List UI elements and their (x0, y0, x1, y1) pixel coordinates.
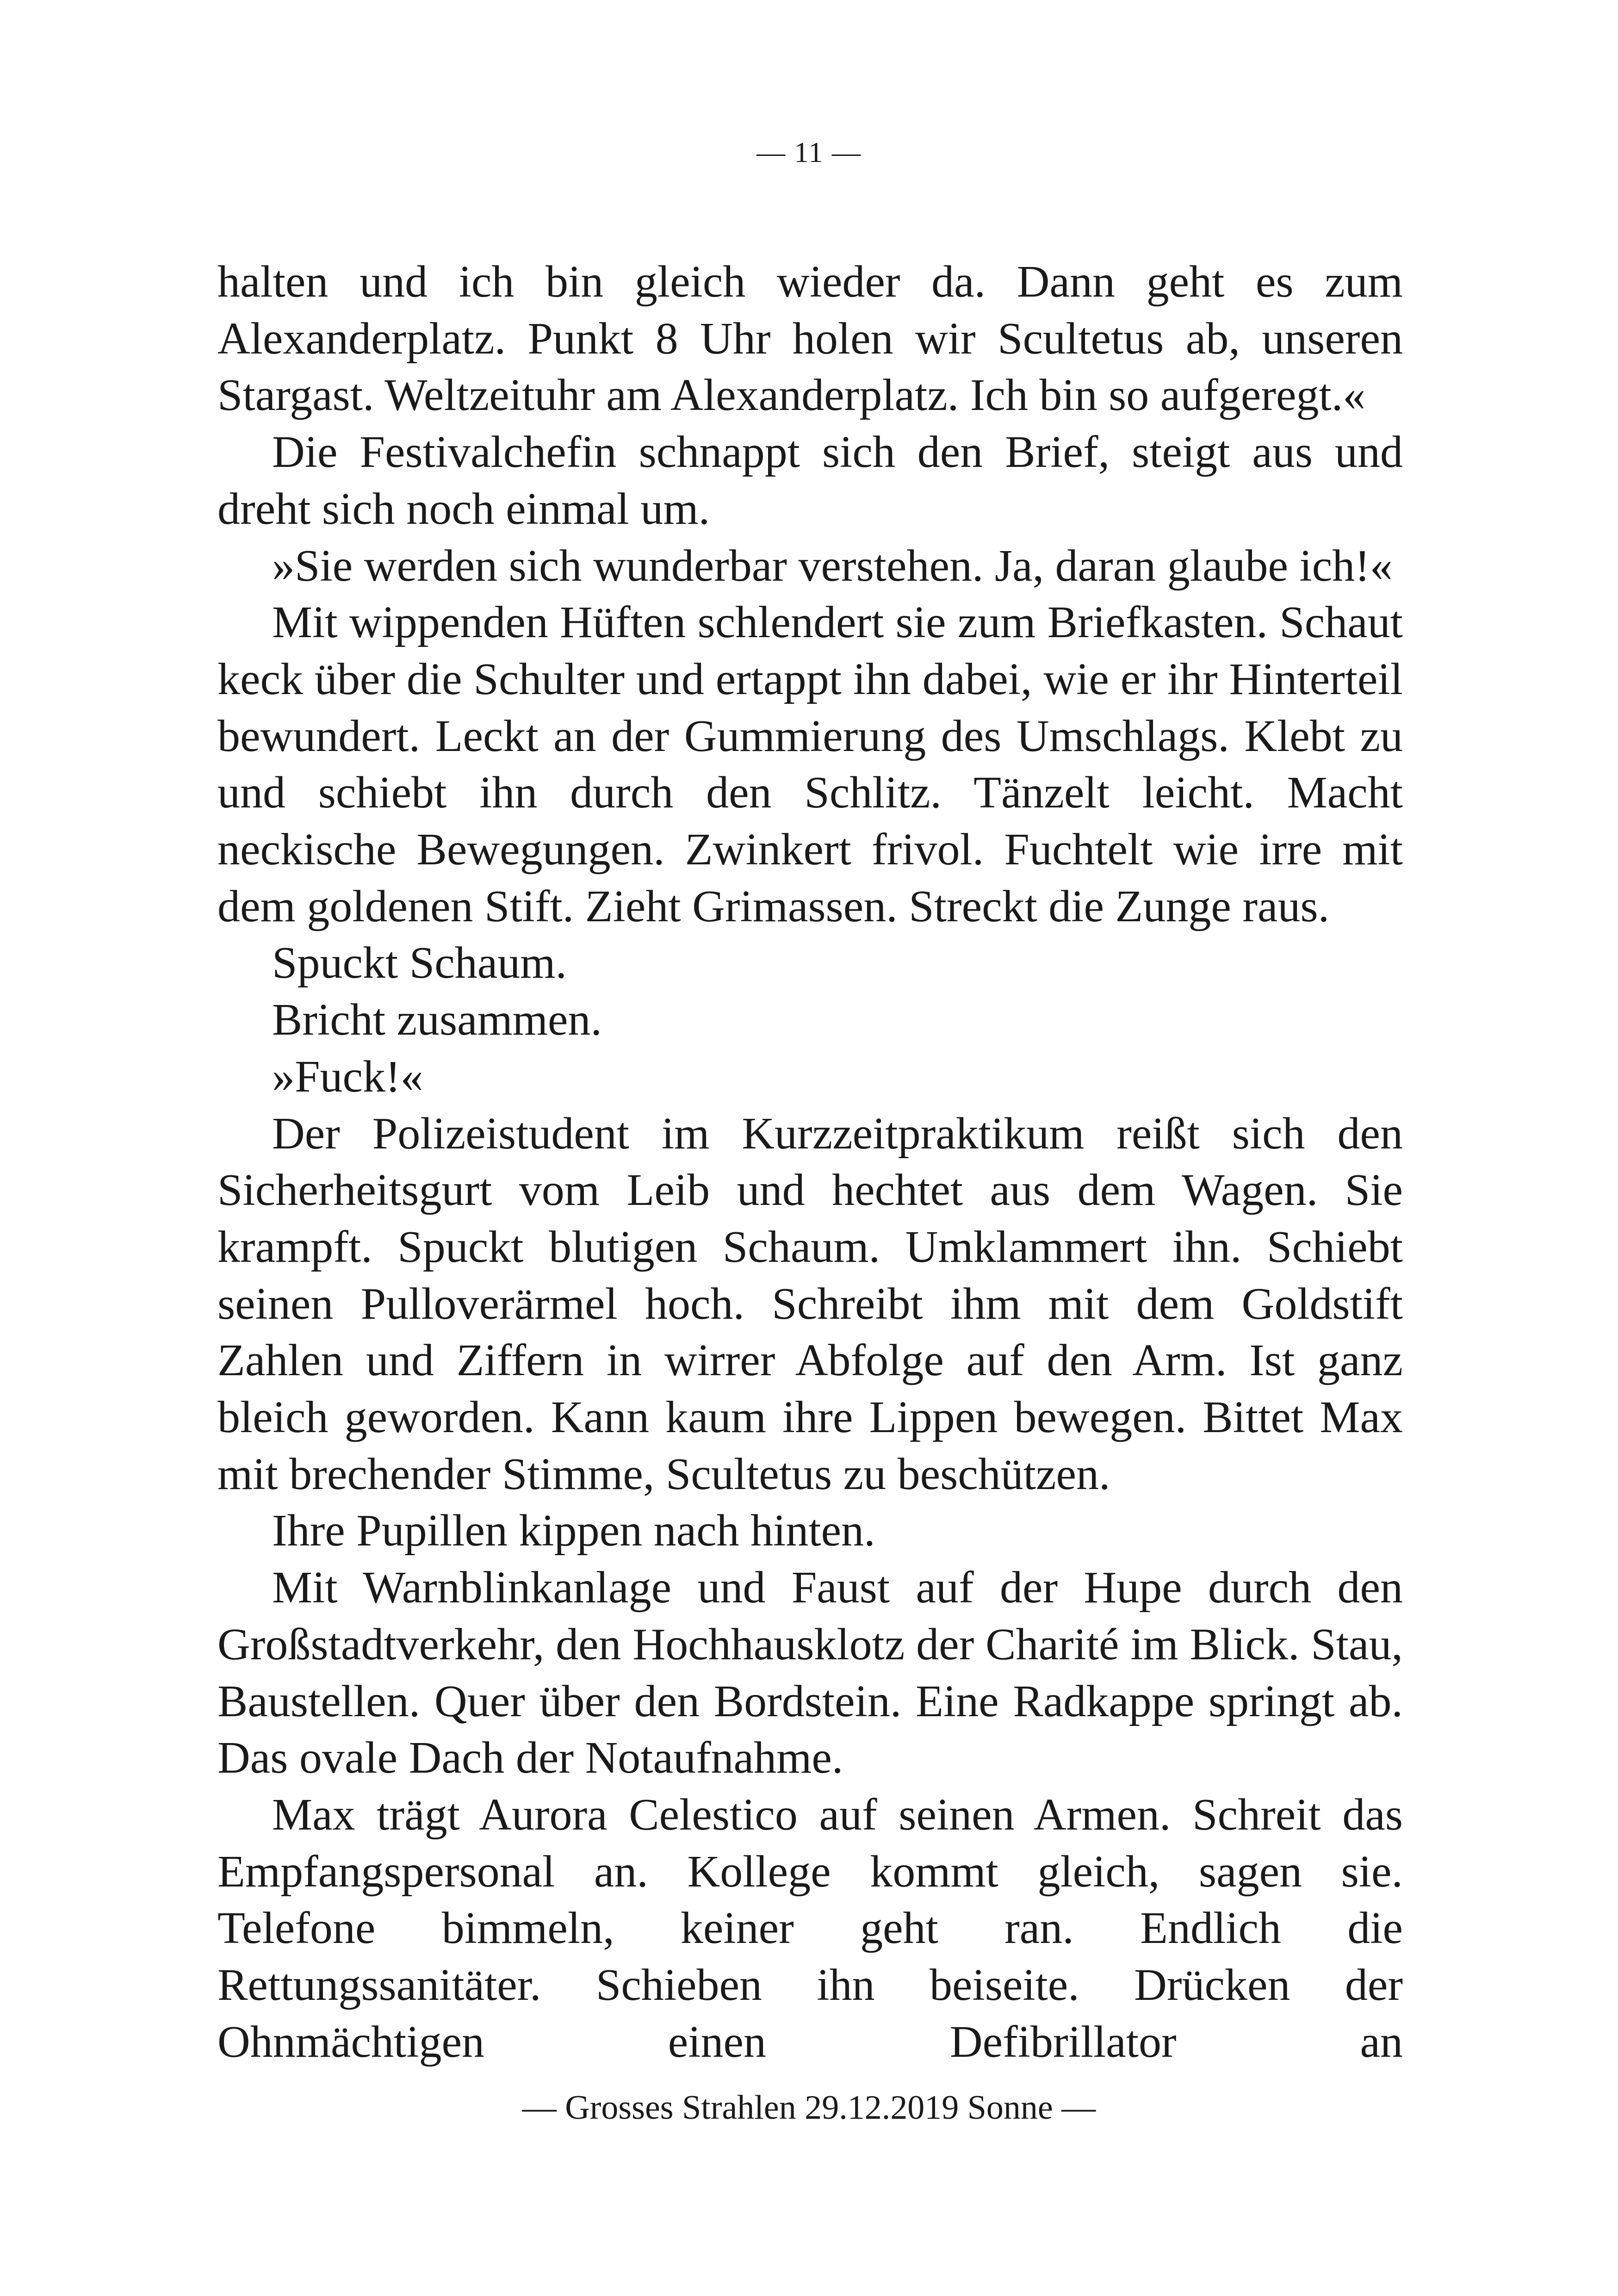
paragraph: Mit Warnblinkanlage und Faust auf der Hupe durch den Großstadtverkehr, den Hochhausklotz der Charité im Blick. Stau, Baustellen. Quer über den Bordstein. Eine Radkappe springt ab. Das ovale Dach der Notaufnahme. (217, 1563, 1403, 1783)
paragraph-dialogue: »Sie werden sich wunderbar verstehen. Ja, daran glaube ich!« (272, 540, 1393, 591)
paragraph-dialogue: »Fuck!« (272, 1051, 423, 1102)
paragraph: Ihre Pupillen kippen nach hinten. (272, 1506, 875, 1556)
page-footer: — Grosses Strahlen 29.12.2019 Sonne — (522, 2089, 1096, 2127)
paragraph: Mit wippenden Hüften schlendert sie zum Briefkasten. Schaut keck über die Schulter und ertappt ihn dabei, wie er ihr Hinterteil bewundert. Leckt an der Gummierung des Umschlags. Klebt zu und schiebt ihn durch den Schlitz. Tänzelt leicht. Macht neckische Bewegungen. Zwinkert frivol. Fuchtelt wie irre mit dem goldenen Stift. Zieht Grimassen. Streckt die Zunge raus. (217, 597, 1403, 931)
paragraph: Spuckt Schaum. (272, 938, 567, 988)
paragraph: Der Polizeistudent im Kurzzeitpraktikum reißt sich den Sicherheitsgurt vom Leib und hechtet aus dem Wagen. Sie krampft. Spuckt blutigen Schaum. Umklammert ihn. Schiebt seinen Pulloverärmel hoch. Schreibt ihm mit dem Goldstift Zahlen und Ziffern in wirrer Abfolge auf den Arm. Ist ganz bleich geworden. Kann kaum ihre Lippen bewegen. Bittet Max mit brechender Stimme, Scultetus zu beschützen. (217, 1108, 1403, 1499)
body-text (217, 254, 1403, 2071)
paragraph-continuation: halten und ich bin gleich wieder da. Dann geht es zum Alexanderplatz. Punkt 8 Uhr holen wir Scultetus ab, unseren Stargast. Weltzeituhr am Alexanderplatz. Ich bin so aufgeregt.« (217, 257, 1403, 421)
paragraph: Max trägt Aurora Celestico auf seinen Armen. Schreit das Empfangspersonal an. Kollege kommt gleich, sagen sie. Telefone bimmeln, keiner geht ran. Endlich die Rettungssanitäter. Schieben ihn beiseite. Drücken der Ohnmächtigen einen Defibrillator an (217, 1789, 1403, 2067)
page-number: — 11 — (756, 137, 862, 168)
paragraph: Die Festivalchefin schnappt sich den Brief, steigt aus und dreht sich noch einmal um. (217, 427, 1403, 534)
paragraph: Bricht zusammen. (272, 995, 602, 1045)
